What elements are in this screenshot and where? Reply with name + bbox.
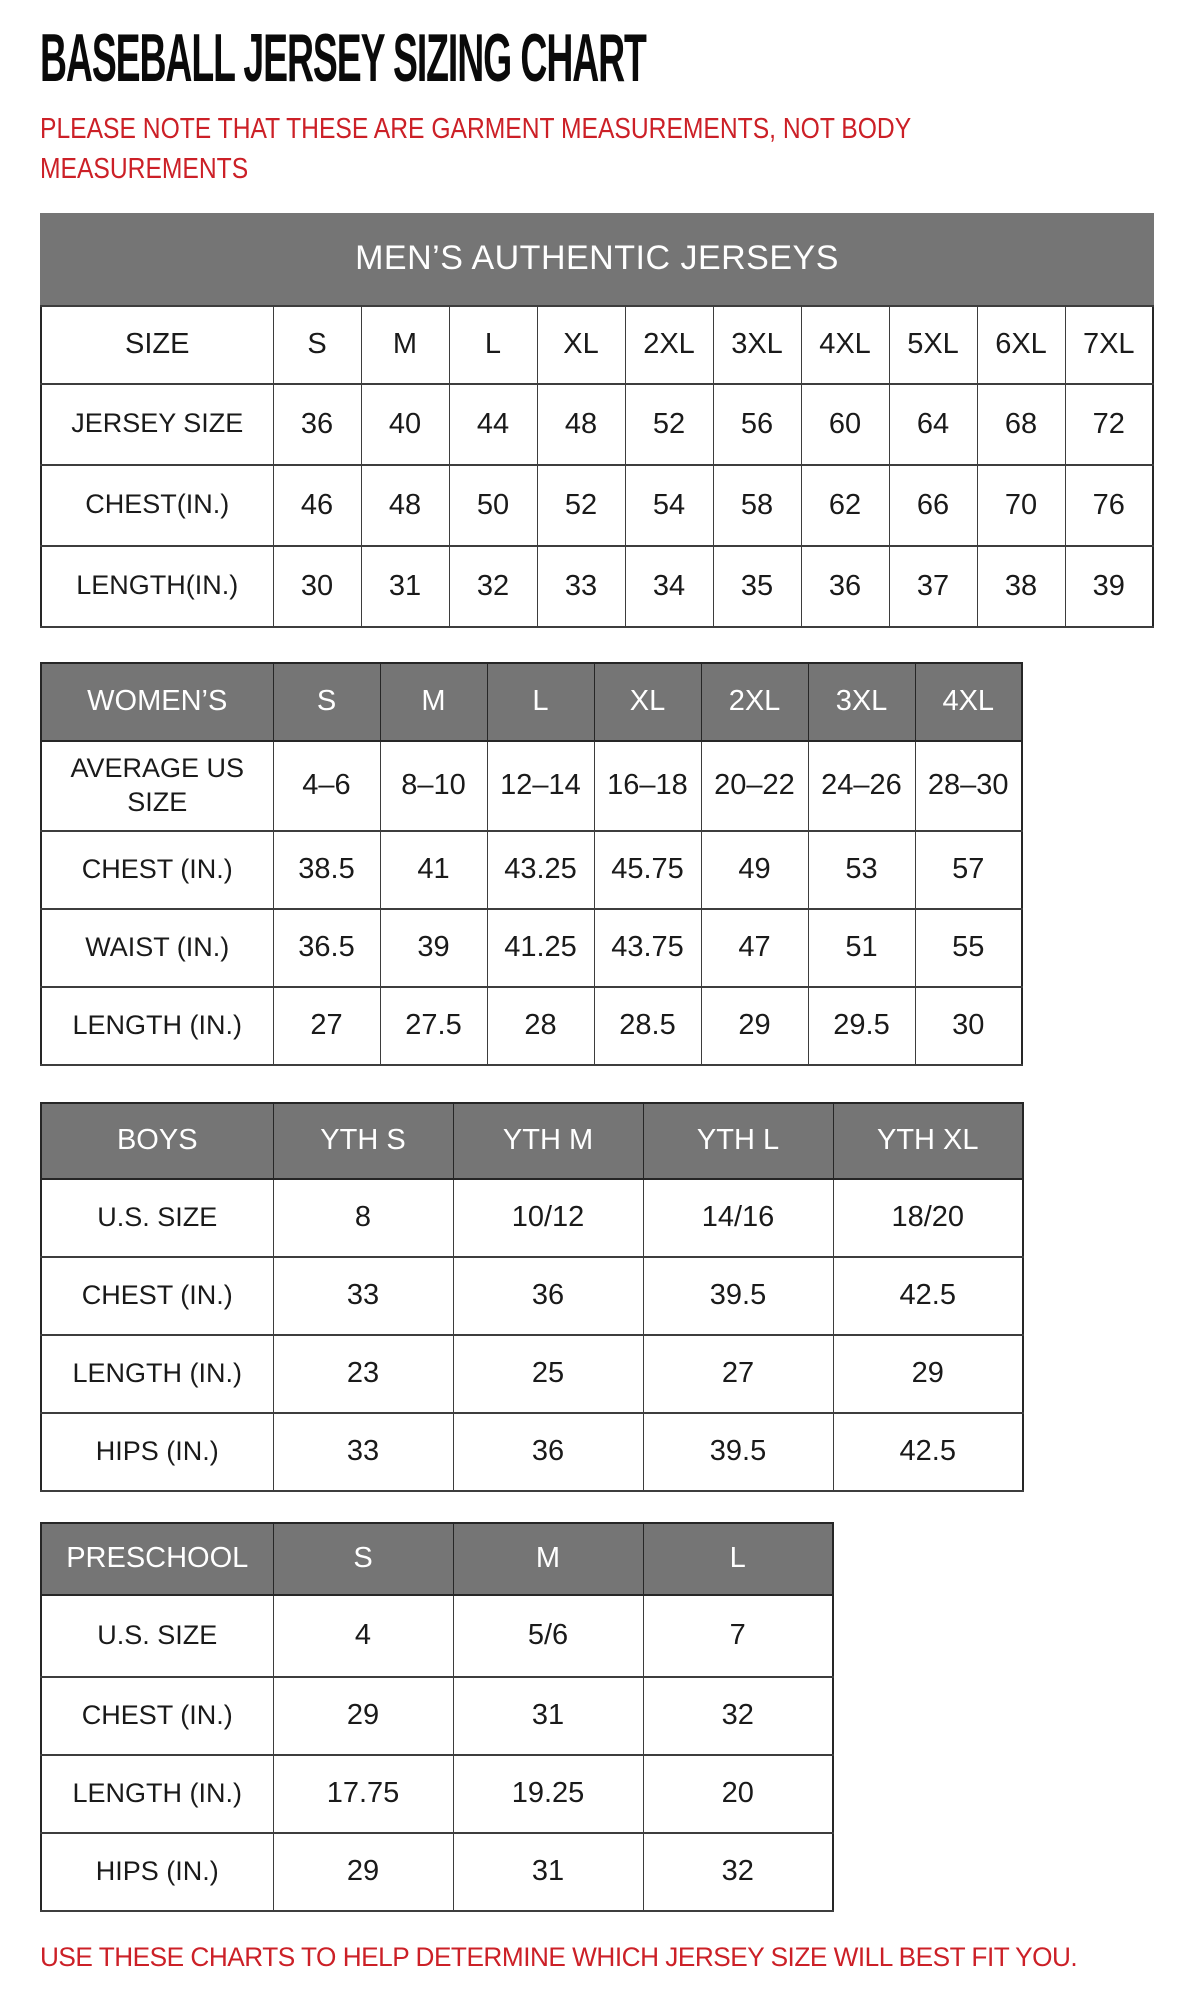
page-title-text: BASEBALL JERSEY SIZING CHART bbox=[40, 20, 646, 96]
size-value-cell: 36.5 bbox=[273, 909, 380, 987]
size-value-cell: 20 bbox=[643, 1755, 833, 1833]
size-value-cell: 37 bbox=[889, 546, 977, 627]
size-value-cell: 43.75 bbox=[594, 909, 701, 987]
size-value-cell: 54 bbox=[625, 465, 713, 546]
size-value-cell: 29.5 bbox=[808, 987, 915, 1065]
size-value-cell: 19.25 bbox=[453, 1755, 643, 1833]
size-value-cell: 39 bbox=[1065, 546, 1153, 627]
garment-measurement-note bbox=[40, 109, 994, 189]
table-row bbox=[41, 1677, 833, 1755]
table-row bbox=[41, 909, 1022, 987]
table-row bbox=[41, 741, 1022, 831]
size-value-cell: 28 bbox=[487, 987, 594, 1065]
size-value-cell: 16–18 bbox=[594, 741, 701, 831]
header-row bbox=[41, 306, 1153, 384]
womens-sizing-table bbox=[40, 662, 1023, 1066]
header-row bbox=[41, 663, 1022, 741]
size-value-cell: 30 bbox=[915, 987, 1022, 1065]
size-value-cell: 10/12 bbox=[453, 1179, 643, 1257]
mens-table-title: MEN’S AUTHENTIC JERSEYS bbox=[40, 213, 1154, 305]
size-value-cell: 68 bbox=[977, 384, 1065, 465]
size-value-cell: 40 bbox=[361, 384, 449, 465]
size-value-cell: 7 bbox=[643, 1595, 833, 1677]
size-value-cell: 50 bbox=[449, 465, 537, 546]
table-row bbox=[41, 1755, 833, 1833]
table-corner-header: WOMEN’S bbox=[41, 663, 273, 741]
size-value-cell: 56 bbox=[713, 384, 801, 465]
row-label: CHEST(IN.) bbox=[41, 465, 273, 546]
table-row bbox=[41, 1833, 833, 1911]
column-header: XL bbox=[537, 306, 625, 384]
row-label: AVERAGE US SIZE bbox=[41, 741, 273, 831]
column-header: YTH L bbox=[643, 1103, 833, 1179]
column-header: L bbox=[449, 306, 537, 384]
column-header: 3XL bbox=[713, 306, 801, 384]
column-header: M bbox=[380, 663, 487, 741]
size-value-cell: 47 bbox=[701, 909, 808, 987]
table-row bbox=[41, 1179, 1023, 1257]
size-value-cell: 23 bbox=[273, 1335, 453, 1413]
size-value-cell: 17.75 bbox=[273, 1755, 453, 1833]
table-row bbox=[41, 1335, 1023, 1413]
table-row bbox=[41, 546, 1153, 627]
size-value-cell: 8–10 bbox=[380, 741, 487, 831]
size-value-cell: 33 bbox=[537, 546, 625, 627]
column-header: 6XL bbox=[977, 306, 1065, 384]
size-value-cell: 29 bbox=[701, 987, 808, 1065]
row-label: HIPS (IN.) bbox=[41, 1833, 273, 1911]
size-value-cell: 18/20 bbox=[833, 1179, 1023, 1257]
column-header: S bbox=[273, 663, 380, 741]
row-label: CHEST (IN.) bbox=[41, 1257, 273, 1335]
size-value-cell: 58 bbox=[713, 465, 801, 546]
table-corner-header: BOYS bbox=[41, 1103, 273, 1179]
note-line-2: MEASUREMENTS bbox=[40, 152, 249, 185]
column-header: YTH S bbox=[273, 1103, 453, 1179]
row-label: WAIST (IN.) bbox=[41, 909, 273, 987]
header-row bbox=[41, 1103, 1023, 1179]
size-value-cell: 32 bbox=[449, 546, 537, 627]
size-value-cell: 38 bbox=[977, 546, 1065, 627]
row-label: U.S. SIZE bbox=[41, 1179, 273, 1257]
size-value-cell: 33 bbox=[273, 1257, 453, 1335]
size-value-cell: 70 bbox=[977, 465, 1065, 546]
column-header: S bbox=[273, 1523, 453, 1595]
size-value-cell: 31 bbox=[361, 546, 449, 627]
boys-sizing-table bbox=[40, 1102, 1024, 1492]
size-value-cell: 55 bbox=[915, 909, 1022, 987]
size-value-cell: 29 bbox=[273, 1677, 453, 1755]
size-value-cell: 51 bbox=[808, 909, 915, 987]
table-row bbox=[41, 384, 1153, 465]
size-value-cell: 4 bbox=[273, 1595, 453, 1677]
size-value-cell: 30 bbox=[273, 546, 361, 627]
column-header: YTH M bbox=[453, 1103, 643, 1179]
size-value-cell: 60 bbox=[801, 384, 889, 465]
column-header: 7XL bbox=[1065, 306, 1153, 384]
size-value-cell: 46 bbox=[273, 465, 361, 546]
size-value-cell: 29 bbox=[833, 1335, 1023, 1413]
row-label: CHEST (IN.) bbox=[41, 831, 273, 909]
table-row bbox=[41, 1257, 1023, 1335]
size-value-cell: 64 bbox=[889, 384, 977, 465]
size-value-cell: 43.25 bbox=[487, 831, 594, 909]
size-value-cell: 39 bbox=[380, 909, 487, 987]
size-value-cell: 62 bbox=[801, 465, 889, 546]
size-value-cell: 49 bbox=[701, 831, 808, 909]
size-value-cell: 36 bbox=[273, 384, 361, 465]
column-header: 4XL bbox=[801, 306, 889, 384]
table-row bbox=[41, 465, 1153, 546]
size-value-cell: 32 bbox=[643, 1677, 833, 1755]
size-value-cell: 76 bbox=[1065, 465, 1153, 546]
size-value-cell: 35 bbox=[713, 546, 801, 627]
table-row bbox=[41, 987, 1022, 1065]
column-header: YTH XL bbox=[833, 1103, 1023, 1179]
size-value-cell: 36 bbox=[453, 1413, 643, 1491]
size-value-cell: 27 bbox=[273, 987, 380, 1065]
size-value-cell: 52 bbox=[537, 465, 625, 546]
size-value-cell: 29 bbox=[273, 1833, 453, 1911]
table-row bbox=[41, 1413, 1023, 1491]
header-row bbox=[41, 1523, 833, 1595]
column-header: S bbox=[273, 306, 361, 384]
size-value-cell: 44 bbox=[449, 384, 537, 465]
size-value-cell: 41.25 bbox=[487, 909, 594, 987]
size-value-cell: 14/16 bbox=[643, 1179, 833, 1257]
size-value-cell: 34 bbox=[625, 546, 713, 627]
size-value-cell: 42.5 bbox=[833, 1257, 1023, 1335]
row-label: U.S. SIZE bbox=[41, 1595, 273, 1677]
table-row bbox=[41, 1595, 833, 1677]
size-value-cell: 28.5 bbox=[594, 987, 701, 1065]
table-corner-header: SIZE bbox=[41, 306, 273, 384]
size-value-cell: 39.5 bbox=[643, 1257, 833, 1335]
column-header: 4XL bbox=[915, 663, 1022, 741]
size-value-cell: 45.75 bbox=[594, 831, 701, 909]
size-value-cell: 52 bbox=[625, 384, 713, 465]
row-label: LENGTH(IN.) bbox=[41, 546, 273, 627]
row-label: LENGTH (IN.) bbox=[41, 1335, 273, 1413]
row-label: LENGTH (IN.) bbox=[41, 1755, 273, 1833]
page-title bbox=[40, 20, 1162, 96]
note-line-1: PLEASE NOTE THAT THESE ARE GARMENT MEASUREMENTS, NOT BODY bbox=[40, 112, 912, 145]
column-header: L bbox=[487, 663, 594, 741]
size-value-cell: 38.5 bbox=[273, 831, 380, 909]
size-value-cell: 12–14 bbox=[487, 741, 594, 831]
column-header: 5XL bbox=[889, 306, 977, 384]
row-label: CHEST (IN.) bbox=[41, 1677, 273, 1755]
size-value-cell: 33 bbox=[273, 1413, 453, 1491]
row-label: JERSEY SIZE bbox=[41, 384, 273, 465]
column-header: L bbox=[643, 1523, 833, 1595]
row-label: LENGTH (IN.) bbox=[41, 987, 273, 1065]
column-header: XL bbox=[594, 663, 701, 741]
column-header: M bbox=[453, 1523, 643, 1595]
size-value-cell: 20–22 bbox=[701, 741, 808, 831]
size-value-cell: 57 bbox=[915, 831, 1022, 909]
size-value-cell: 53 bbox=[808, 831, 915, 909]
column-header: 2XL bbox=[701, 663, 808, 741]
size-value-cell: 28–30 bbox=[915, 741, 1022, 831]
size-value-cell: 5/6 bbox=[453, 1595, 643, 1677]
size-value-cell: 48 bbox=[361, 465, 449, 546]
size-value-cell: 31 bbox=[453, 1833, 643, 1911]
size-value-cell: 31 bbox=[453, 1677, 643, 1755]
column-header: 2XL bbox=[625, 306, 713, 384]
size-value-cell: 72 bbox=[1065, 384, 1153, 465]
row-label: HIPS (IN.) bbox=[41, 1413, 273, 1491]
size-value-cell: 39.5 bbox=[643, 1413, 833, 1491]
column-header: M bbox=[361, 306, 449, 384]
size-value-cell: 24–26 bbox=[808, 741, 915, 831]
size-value-cell: 36 bbox=[801, 546, 889, 627]
size-value-cell: 41 bbox=[380, 831, 487, 909]
size-value-cell: 8 bbox=[273, 1179, 453, 1257]
preschool-sizing-table bbox=[40, 1522, 834, 1912]
table-row bbox=[41, 831, 1022, 909]
size-value-cell: 27.5 bbox=[380, 987, 487, 1065]
size-value-cell: 42.5 bbox=[833, 1413, 1023, 1491]
size-value-cell: 66 bbox=[889, 465, 977, 546]
table-corner-header: PRESCHOOL bbox=[41, 1523, 273, 1595]
size-value-cell: 25 bbox=[453, 1335, 643, 1413]
footer-note: USE THESE CHARTS TO HELP DETERMINE WHICH JERSEY SIZE WILL BEST FIT YOU. bbox=[40, 1941, 1078, 1972]
column-header: 3XL bbox=[808, 663, 915, 741]
size-value-cell: 27 bbox=[643, 1335, 833, 1413]
size-value-cell: 32 bbox=[643, 1833, 833, 1911]
size-value-cell: 36 bbox=[453, 1257, 643, 1335]
mens-sizing-table bbox=[40, 305, 1154, 628]
size-value-cell: 4–6 bbox=[273, 741, 380, 831]
size-value-cell: 48 bbox=[537, 384, 625, 465]
